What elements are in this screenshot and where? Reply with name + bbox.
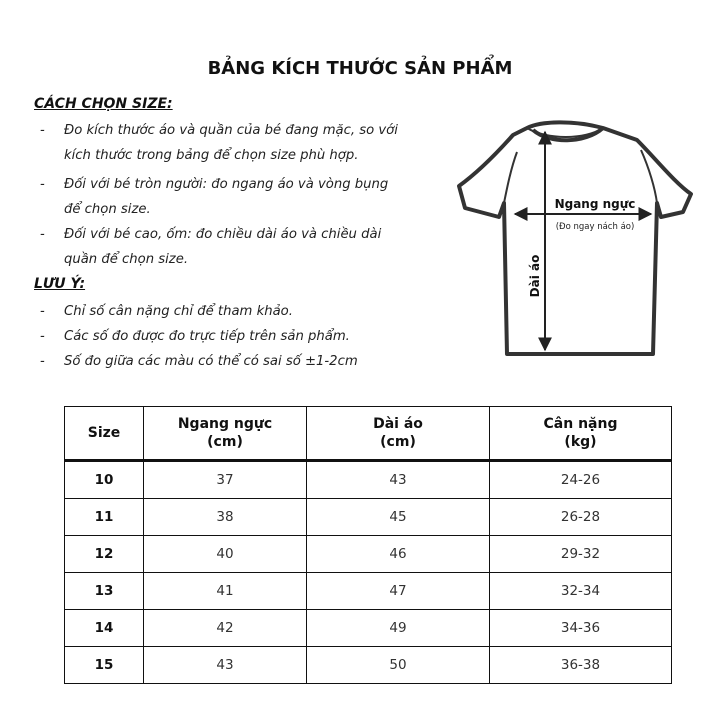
table-row <box>65 573 672 610</box>
cell-length: 43 <box>307 461 490 499</box>
cell-size: 15 <box>65 647 144 684</box>
table-row <box>65 647 672 684</box>
cell-weight: 26-28 <box>490 499 672 536</box>
header-chest: Ngang ngực (cm) <box>144 407 307 461</box>
cell-chest: 38 <box>144 499 307 536</box>
cell-weight: 34-36 <box>490 610 672 647</box>
cell-size: 11 <box>65 499 144 536</box>
size-table <box>64 406 672 684</box>
table-row <box>65 499 672 536</box>
note-line: Số đo giữa các màu có thể có sai số ±1-2cm <box>64 354 358 369</box>
table-row <box>65 610 672 647</box>
how-to-line: để chọn size. <box>64 202 151 217</box>
header-weight: Cân nặng (kg) <box>490 407 672 461</box>
bullet-dash: - <box>40 123 45 138</box>
cell-weight: 24-26 <box>490 461 672 499</box>
tshirt-outline <box>459 122 691 354</box>
notes-heading: LƯU Ý: <box>34 276 86 292</box>
page-title: BẢNG KÍCH THƯỚC SẢN PHẨM <box>207 58 513 79</box>
bullet-dash: - <box>40 354 45 369</box>
cell-size: 10 <box>65 461 144 499</box>
header-length: Dài áo (cm) <box>307 407 490 461</box>
note-line: Chỉ số cân nặng chỉ để tham khảo. <box>64 304 293 319</box>
note-item <box>40 324 450 349</box>
how-to-line: Đối với bé cao, ốm: đo chiều dài áo và chiều dài <box>64 227 382 242</box>
tshirt-diagram <box>455 118 705 368</box>
cell-chest: 37 <box>144 461 307 499</box>
cell-length: 47 <box>307 573 490 610</box>
cell-weight: 36-38 <box>490 647 672 684</box>
cell-weight: 32-34 <box>490 573 672 610</box>
how-to-item <box>40 172 450 222</box>
table-header-row <box>65 407 672 461</box>
how-to-line: Đo kích thước áo và quần của bé đang mặc, so với <box>64 123 398 138</box>
table-row <box>65 461 672 499</box>
cell-length: 46 <box>307 536 490 573</box>
cell-length: 49 <box>307 610 490 647</box>
cell-chest: 43 <box>144 647 307 684</box>
note-item <box>40 349 450 374</box>
how-to-item <box>40 222 450 272</box>
cell-chest: 42 <box>144 610 307 647</box>
how-to-line: Đối với bé tròn người: đo ngang áo và vòng bụng <box>64 177 389 192</box>
chest-label: Ngang ngực <box>554 197 636 211</box>
how-to-heading: CÁCH CHỌN SIZE: <box>34 96 173 112</box>
cell-size: 12 <box>65 536 144 573</box>
how-to-item <box>40 118 450 168</box>
cell-chest: 40 <box>144 536 307 573</box>
how-to-line: quần để chọn size. <box>64 252 189 267</box>
cell-size: 13 <box>65 573 144 610</box>
bullet-dash: - <box>40 329 45 344</box>
cell-length: 50 <box>307 647 490 684</box>
cell-chest: 41 <box>144 573 307 610</box>
bullet-dash: - <box>40 304 45 319</box>
table-row <box>65 536 672 573</box>
cell-length: 45 <box>307 499 490 536</box>
bullet-dash: - <box>40 177 45 192</box>
cell-weight: 29-32 <box>490 536 672 573</box>
cell-size: 14 <box>65 610 144 647</box>
note-line: Các số đo được đo trực tiếp trên sản phẩm. <box>64 329 350 344</box>
note-item <box>40 299 450 324</box>
chest-note: (Đo ngay nách áo) <box>555 222 635 232</box>
header-size: Size <box>65 407 144 461</box>
bullet-dash: - <box>40 227 45 242</box>
how-to-line: kích thước trong bảng để chọn size phù hợp. <box>64 148 359 163</box>
length-label: Dài áo <box>528 254 542 298</box>
